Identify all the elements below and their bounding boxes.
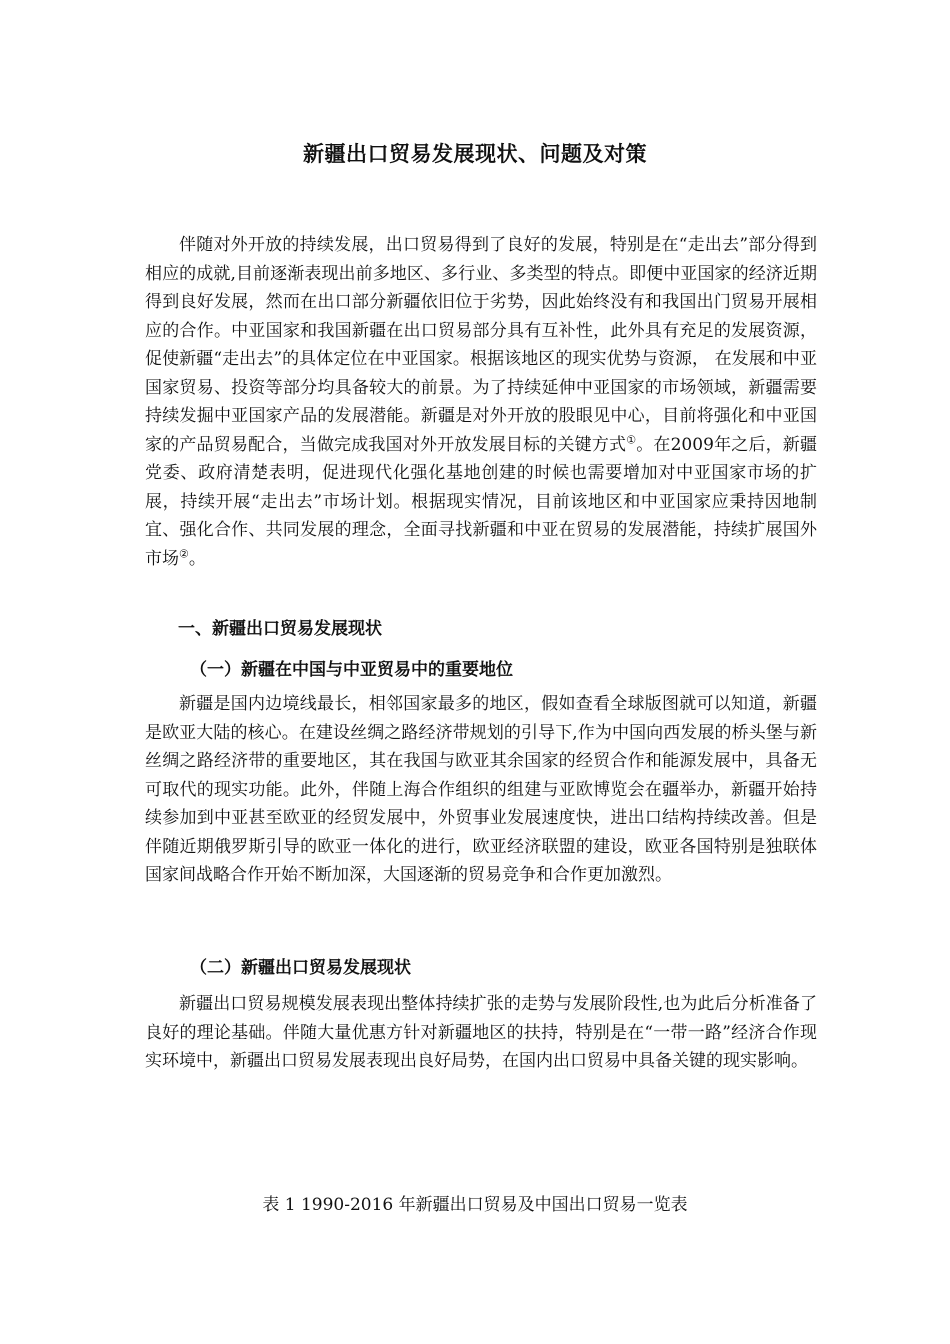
table-caption: 表 1 1990-2016 年新疆出口贸易及中国出口贸易一览表 [262,1195,688,1215]
document-title: 新疆出口贸易发展现状、问题及对策 [303,142,647,166]
intro-text-continued: 。在2009年之后，新疆党委、政府清楚表明，促进现代化强化基地创建的时候也需要增加对中亚国家市场的扩展，持续开展“走出去”市场计划。根据现实情况，目前该地区和中亚国家应秉持因地制宜、强化合作、共同发展的理念，全面寻找新疆和中亚在贸易的发展潜能，持续扩展国外市场 [145,434,817,569]
intro-text-end: 。 [188,548,206,569]
section-heading-1: 一、新疆出口贸易发展现状 [178,619,382,639]
subsection-heading-1: （一）新疆在中国与中亚贸易中的重要地位 [190,660,513,680]
subsection-heading-2: （二）新疆出口贸易发展现状 [190,958,411,978]
intro-text: 伴随对外开放的持续发展，出口贸易得到了良好的发展，特别是在“走出去”部分得到相应的成就,目前逐渐表现出前多地区、多行业、多类型的特点。即便中亚国家的经济近期得到良好发展，然而在出口部分新疆依旧位于劣势，因此始终没有和我国出门贸易开展相应的合作。中亚国家和我国新疆在出口贸易部分具有互补性，此外具有充足的发展资源，促使新疆“走出去”的具体定位在中亚国家。根据该地区的现实优势与资源， 在发展和中亚国家贸易、投资等部分均具备较大的前景。为了持续延伸中亚国家的市场领域，新疆需要持续发掘中亚国家产品的发展潜能。新疆是对外开放的股眼见中心，目前将强化和中亚国家的产品贸易配合，当做完成我国对外开放发展目标的关键方式 [145,235,817,455]
intro-paragraph [145,231,817,573]
subsection-2-paragraph: 新疆出口贸易规模发展表现出整体持续扩张的走势与发展阶段性,也为此后分析准备了良好的理论基础。伴随大量优惠方针对新疆地区的扶持，特别是在“一带一路”经济合作现实环境中，新疆出口贸易发展表现出良好局势，在国内出口贸易中具备关键的现实影响。 [145,994,817,1071]
footnote-marker-2[interactable]: ② [179,546,189,560]
footnote-marker-1[interactable]: ① [626,432,637,446]
subsection-1-paragraph: 新疆是国内边境线最长，相邻国家最多的地区，假如查看全球版图就可以知道，新疆是欧亚大陆的核心。在建设丝绸之路经济带规划的引导下,作为中国向西发展的桥头堡与新丝绸之路经济带的重要地区，其在我国与欧亚其余国家的经贸合作和能源发展中，具备无可取代的现实功能。此外，伴随上海合作组织的组建与亚欧博览会在疆举办，新疆开始持续参加到中亚甚至欧亚的经贸发展中，外贸事业发展速度快，进出口结构持续改善。但是伴随近期俄罗斯引导的欧亚一体化的进行，欧亚经济联盟的建设，欧亚各国特别是独联体国家间战略合作开始不断加深，大国逐渐的贸易竞争和合作更加激烈。 [145,694,817,885]
